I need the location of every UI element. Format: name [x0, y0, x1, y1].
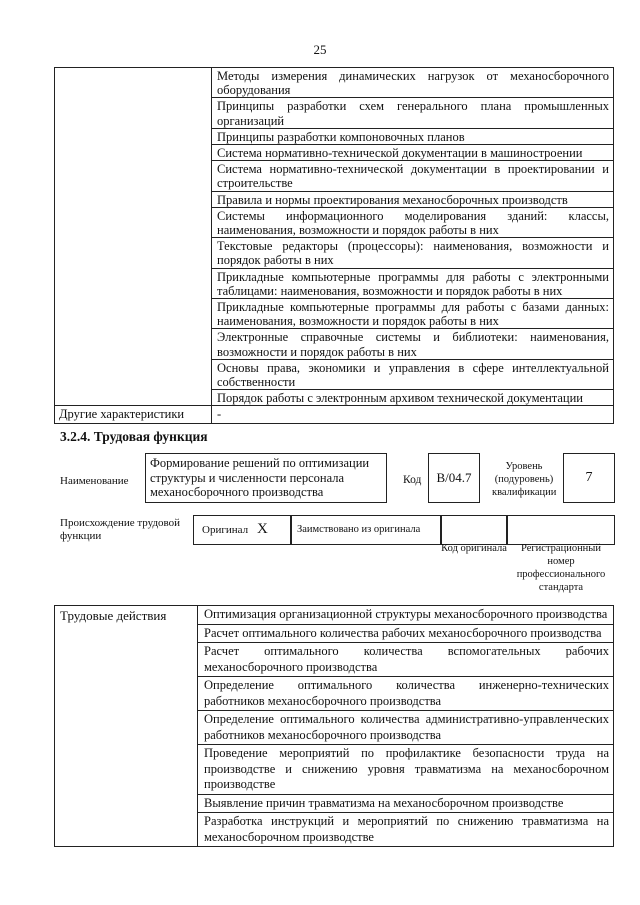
reg-number-caption: Регистрационный номер профессионального стандарта: [516, 543, 606, 593]
empty-label-cell: [55, 68, 212, 406]
knowledge-item: Порядок работы с электронным архивом технической документации: [212, 390, 614, 406]
knowledge-item: Принципы разработки компоновочных планов: [212, 128, 614, 144]
action-item: Оптимизация организационной структуры механосборочного производства: [198, 606, 614, 625]
knowledge-table: [54, 67, 614, 424]
original-mark: X: [257, 521, 268, 537]
level-label: Уровень (подуровень) квалификации: [492, 461, 557, 498]
code-box: [428, 453, 480, 503]
name-label: Наименование: [60, 475, 129, 487]
action-item: Проведение мероприятий по профилактике безопасности труда на производстве и снижению уровня травматизма на механосборочном производстве: [198, 745, 614, 795]
function-name-box: [145, 453, 387, 503]
table-row: [55, 68, 614, 98]
other-label: Другие характеристики: [55, 406, 212, 424]
knowledge-item: Основы права, экономики и управления в сфере интеллектуальной собственности: [212, 359, 614, 389]
action-item: Расчет оптимального количества вспомогательных рабочих механосборочного производства: [198, 643, 614, 677]
knowledge-item: Системы информационного моделирования зданий: классы, наименования, возможности и порядок работы в них: [212, 207, 614, 237]
actions-table: [54, 605, 614, 847]
knowledge-item: Текстовые редакторы (процессоры): наименования, возможности и порядок работы в них: [212, 238, 614, 268]
other-row: [55, 406, 614, 424]
reg-number-box: [507, 515, 615, 545]
action-item: Выявление причин травматизма на механосборочном производстве: [198, 794, 614, 813]
knowledge-item: Электронные справочные системы и библиотеки: наименования, возможности и порядок работы в них: [212, 329, 614, 359]
action-item: Расчет оптимального количества рабочих механосборочного производства: [198, 624, 614, 643]
table-row: [55, 606, 614, 625]
knowledge-item: Принципы разработки схем генерального плана промышленных организаций: [212, 98, 614, 128]
knowledge-item: Прикладные компьютерные программы для работы с базами данных: наименования, возможности и порядок работы в них: [212, 299, 614, 329]
origin-code-caption: Код оригинала: [441, 543, 507, 554]
origin-label: Происхождение трудовой функции: [60, 517, 181, 542]
knowledge-item: Прикладные компьютерные программы для работы с электронными таблицами: наименования, возможности и порядок работы в них: [212, 268, 614, 298]
level-box: [563, 453, 615, 503]
action-item: Разработка инструкций и мероприятий по снижению травматизма на механосборочном производстве: [198, 813, 614, 847]
knowledge-item: Система нормативно-технической документации в машиностроении: [212, 145, 614, 161]
origin-code-box: [441, 515, 507, 545]
action-item: Определение оптимального количества инженерно-технических работников механосборочного производства: [198, 677, 614, 711]
level-value: 7: [585, 470, 593, 485]
original-label: Оригинал: [202, 524, 249, 536]
other-value: -: [212, 406, 614, 424]
page-number: 25: [313, 42, 327, 57]
section-title: 3.2.4. Трудовая функция: [60, 429, 208, 444]
knowledge-item: Правила и нормы проектирования механосборочных производств: [212, 191, 614, 207]
code-label: Код: [403, 474, 422, 486]
actions-label: Трудовые действия: [55, 606, 198, 847]
original-box: [193, 515, 291, 545]
borrowed-label: Заимствовано из оригинала: [297, 524, 421, 535]
borrowed-box: [291, 515, 441, 545]
code-value: B/04.7: [436, 470, 472, 485]
function-name-value: Формирование решений по оптимизации структуры и численности персонала механосборочного производства: [150, 456, 370, 499]
knowledge-item: Система нормативно-технической документации в проектировании и строительстве: [212, 161, 614, 191]
action-item: Определение оптимального количества административно-управленческих работников механосборочного производства: [198, 711, 614, 745]
knowledge-item: Методы измерения динамических нагрузок от механосборочного оборудования: [212, 68, 614, 98]
